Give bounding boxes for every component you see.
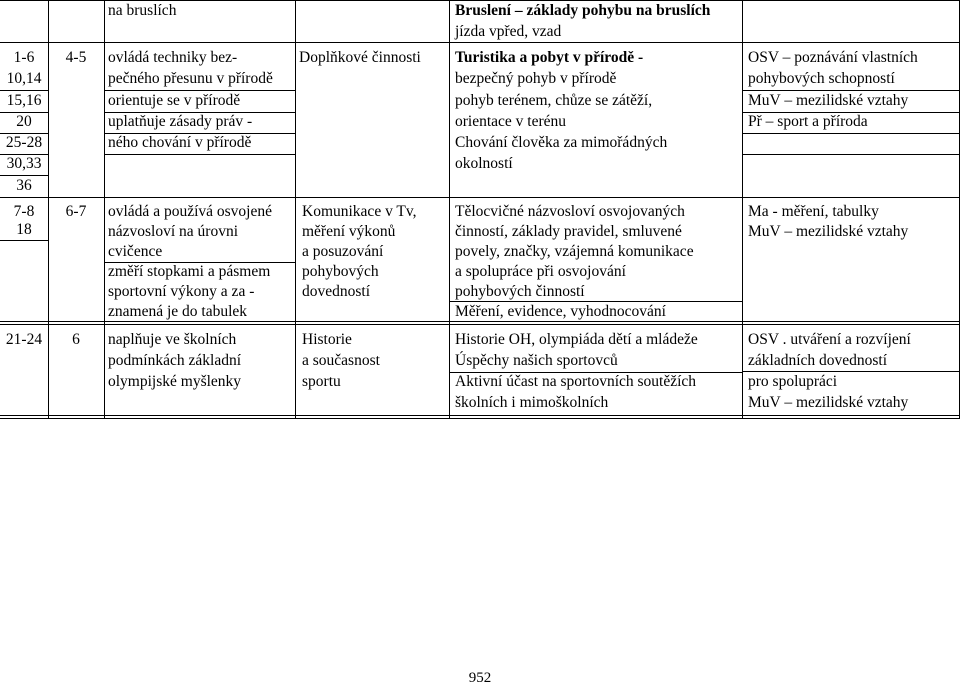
table-border-bottom	[0, 415, 960, 416]
topic-text: jízda vpřed, vzad	[455, 23, 562, 40]
topic-text: Aktivní účast na sportovních soutěžích	[455, 373, 697, 390]
cell-line	[742, 154, 960, 155]
grade-cell: 6-7	[65, 203, 87, 220]
outcome-text: ovládá a používá osvojené	[108, 203, 272, 220]
topic-text: činností, základy pravidel, smluvené	[455, 223, 682, 240]
outcome-text: orientuje se v přírodě	[108, 92, 241, 109]
hours-cell: 7-8	[13, 203, 35, 220]
grade-cell: 4-5	[65, 49, 87, 66]
hours-cell: 30,33	[6, 155, 42, 172]
table-border-bottom	[0, 418, 960, 419]
outcome-text: sportovní výkony a za -	[108, 283, 255, 300]
topic-heading: Turistika a pobyt v přírodě -	[455, 49, 644, 66]
hours-cell: 18	[16, 221, 32, 238]
cross-topic-text: Př – sport a příroda	[748, 113, 868, 130]
cell-line	[104, 154, 295, 155]
hours-cell: 15,16	[6, 92, 42, 109]
topic-text: pohybových činností	[455, 283, 585, 300]
hours-cell: 36	[16, 177, 32, 194]
cross-topic-text: Ma - měření, tabulky	[748, 203, 879, 220]
extra-activities-text: Komunikace v Tv,	[302, 203, 417, 220]
extra-activities-text: pohybových	[302, 263, 379, 280]
extra-activities-text: dovedností	[302, 283, 371, 300]
cross-topic-text: OSV . utváření a rozvíjení	[748, 331, 911, 348]
hours-cell: 20	[16, 113, 32, 130]
outcome-text: olympijské myšlenky	[108, 373, 242, 390]
cross-topic-text: pro spolupráci	[748, 373, 838, 390]
topic-text: školních i mimoškolních	[455, 394, 609, 411]
outcome-text: podmínkách základní	[108, 352, 241, 369]
outcome-text: naplňuje ve školních	[108, 331, 237, 348]
outcome-text: ovládá techniky bez-	[108, 49, 238, 66]
outcome-cell: na bruslích	[108, 2, 177, 19]
topic-text: povely, značky, vzájemná komunikace	[455, 243, 694, 260]
row-divider	[0, 197, 960, 198]
outcome-text: cvičence	[108, 243, 163, 260]
topic-text: Chování člověka za mimořádných	[455, 134, 668, 151]
cross-topic-text: pohybových schopností	[748, 70, 895, 87]
topic-text: pohyb terénem, chůze se zátěží,	[455, 92, 653, 109]
cross-topic-text: MuV – mezilidské vztahy	[748, 394, 909, 411]
outcome-text: změří stopkami a pásmem	[108, 263, 271, 280]
extra-activities-text: a současnost	[302, 352, 380, 369]
cross-topic-text: OSV – poznávání vlastních	[748, 49, 918, 66]
column-divider	[295, 0, 296, 419]
extra-activities-text: a posuzování	[302, 243, 384, 260]
topic-text: bezpečný pohyb v přírodě	[455, 70, 617, 87]
outcome-text: názvosloví na úrovni	[108, 223, 239, 240]
cross-topic-text: MuV – mezilidské vztahy	[748, 223, 909, 240]
topic-heading: Bruslení – základy pohybu na bruslích	[455, 2, 711, 19]
topic-text: okolností	[455, 155, 513, 172]
column-divider	[449, 0, 450, 419]
extra-activities-cell: Doplňkové činnosti	[299, 49, 421, 66]
extra-activities-text: sportu	[302, 373, 341, 390]
cell-line	[449, 372, 742, 373]
page-number: 952	[468, 670, 492, 686]
cell-line	[742, 133, 960, 134]
outcome-text: uplatňuje zásady práv -	[108, 113, 253, 130]
hours-cell: 25-28	[5, 134, 43, 151]
grade-cell: 6	[72, 331, 80, 348]
cell-line	[742, 371, 960, 372]
cross-topic-text: základních dovedností	[748, 352, 888, 369]
cell-line	[449, 301, 742, 302]
extra-activities-text: měření výkonů	[302, 223, 396, 240]
row-divider	[0, 324, 960, 325]
topic-text: Tělocvičné názvosloví osvojovaných	[455, 203, 685, 220]
extra-activities-text: Historie	[302, 331, 352, 348]
topic-text: a spolupráce při osvojování	[455, 263, 626, 280]
column-divider	[742, 0, 743, 419]
topic-text: Měření, evidence, vyhodnocování	[455, 303, 666, 320]
hours-cell: 10,14	[6, 70, 42, 87]
column-divider	[104, 0, 105, 419]
topic-text: Úspěchy našich sportovců	[455, 352, 618, 369]
topic-text: orientace v terénu	[455, 113, 567, 130]
cross-topic-text: MuV – mezilidské vztahy	[748, 92, 909, 109]
outcome-text: pečného přesunu v přírodě	[108, 70, 273, 87]
outcome-text: znamená je do tabulek	[108, 303, 248, 320]
outcome-text: ného chování v přírodě	[108, 134, 252, 151]
topic-text: Historie OH, olympiáda dětí a mládeže	[455, 331, 698, 348]
hours-cell: 1-6	[13, 49, 35, 66]
hours-cell: 21-24	[5, 331, 43, 348]
